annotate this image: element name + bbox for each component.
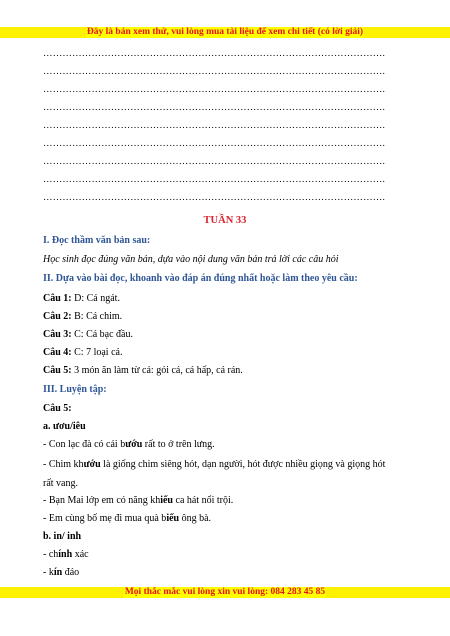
preview-notice-banner xyxy=(0,27,450,38)
item-answer: ín xyxy=(53,567,63,578)
item-text: là giống chim siêng hót, dạn người, hót được nhiều giọng và giọng hót rất vang. xyxy=(43,459,386,489)
dotted-answer-line: ……………………………………………………………………………………………. xyxy=(43,139,386,149)
item-text: ca hát nổi trội. xyxy=(173,495,234,506)
item-text: đáo xyxy=(62,567,80,578)
answer-text: C: 7 loại cá. xyxy=(71,347,123,358)
dotted-answer-line: ……………………………………………………………………………………………. xyxy=(43,175,386,185)
week-title: TUẦN 33 xyxy=(203,215,247,226)
answer-label: Câu 2: xyxy=(43,311,72,322)
answer-label: Câu 4: xyxy=(43,347,72,358)
dotted-answer-line: ……………………………………………………………………………………………. xyxy=(43,103,386,113)
answer-row xyxy=(43,310,122,323)
part3-heading: III. Luyện tập: xyxy=(43,384,107,395)
sub-a-label: a. ươu/iêu xyxy=(43,421,86,432)
dotted-answer-line: ……………………………………………………………………………………………. xyxy=(43,157,386,167)
item-text: - Chim kh xyxy=(43,459,84,470)
answer-label: Câu 3: xyxy=(43,329,72,340)
dotted-answer-line: ……………………………………………………………………………………………. xyxy=(43,49,386,59)
answer-label: Câu 5: xyxy=(43,365,72,376)
dotted-answer-line: ……………………………………………………………………………………………. xyxy=(43,193,386,203)
exercise-item xyxy=(43,455,395,493)
answer-text: 3 món ăn làm từ cá: gỏi cá, cá hấp, cá rán. xyxy=(71,365,243,376)
contact-text: Mọi thắc mắc vui lòng xin vui lòng: 084 283 45 85 xyxy=(124,587,326,597)
item-text: - Bạn Mai lớp em có năng kh xyxy=(43,495,161,506)
part1-heading: I. Đọc thầm văn bản sau: xyxy=(43,235,151,246)
part1-instruction: Học sinh đọc đúng văn bản, dựa vào nội dung văn bản trả lời các câu hỏi xyxy=(43,254,339,265)
sub-b-label: b. in/ inh xyxy=(43,531,82,542)
exercise-item xyxy=(43,438,215,451)
part2-heading: II. Dựa vào bài đọc, khoanh vào đáp án đúng nhất hoặc làm theo yêu cầu: xyxy=(43,273,358,284)
item-answer: iếu xyxy=(160,495,173,506)
dotted-answer-line: ……………………………………………………………………………………………. xyxy=(43,67,386,77)
item-answer: ính xyxy=(58,549,73,560)
item-text: xác xyxy=(72,549,89,560)
exercise-item xyxy=(43,494,233,507)
item-text: ông bà. xyxy=(179,513,212,524)
exercise-item xyxy=(43,566,79,579)
exercise-item xyxy=(43,512,211,525)
dotted-answer-line: ……………………………………………………………………………………………. xyxy=(43,85,386,95)
item-text: - Em cùng bố mẹ đi mua quà b xyxy=(43,513,167,524)
answer-row xyxy=(43,292,120,305)
answer-row xyxy=(43,346,122,359)
exercise-item xyxy=(43,548,89,561)
preview-notice-text: Đây là bản xem thử, vui lòng mua tài liệu để xem chi tiết (có lời giải) xyxy=(86,27,364,37)
answer-text: C: Cá bạc đầu. xyxy=(71,329,133,340)
answer-label: Câu 1: xyxy=(43,293,72,304)
answer-row xyxy=(43,364,243,377)
item-text: - Con lạc đà có cái b xyxy=(43,439,126,450)
answer-text: D: Cá ngát. xyxy=(71,293,120,304)
item-text: rất to ở trên lưng. xyxy=(142,439,215,450)
item-answer: ướu xyxy=(125,439,143,450)
answer-text: B: Cá chim. xyxy=(71,311,123,322)
dotted-answer-line: ……………………………………………………………………………………………. xyxy=(43,121,386,131)
question-label: Câu 5: xyxy=(43,403,72,414)
item-text: - k xyxy=(43,567,54,578)
item-answer: iếu xyxy=(166,513,180,524)
item-text: - ch xyxy=(43,549,59,560)
item-answer: ướu xyxy=(83,459,101,470)
contact-banner xyxy=(0,587,450,598)
answer-row xyxy=(43,328,133,341)
